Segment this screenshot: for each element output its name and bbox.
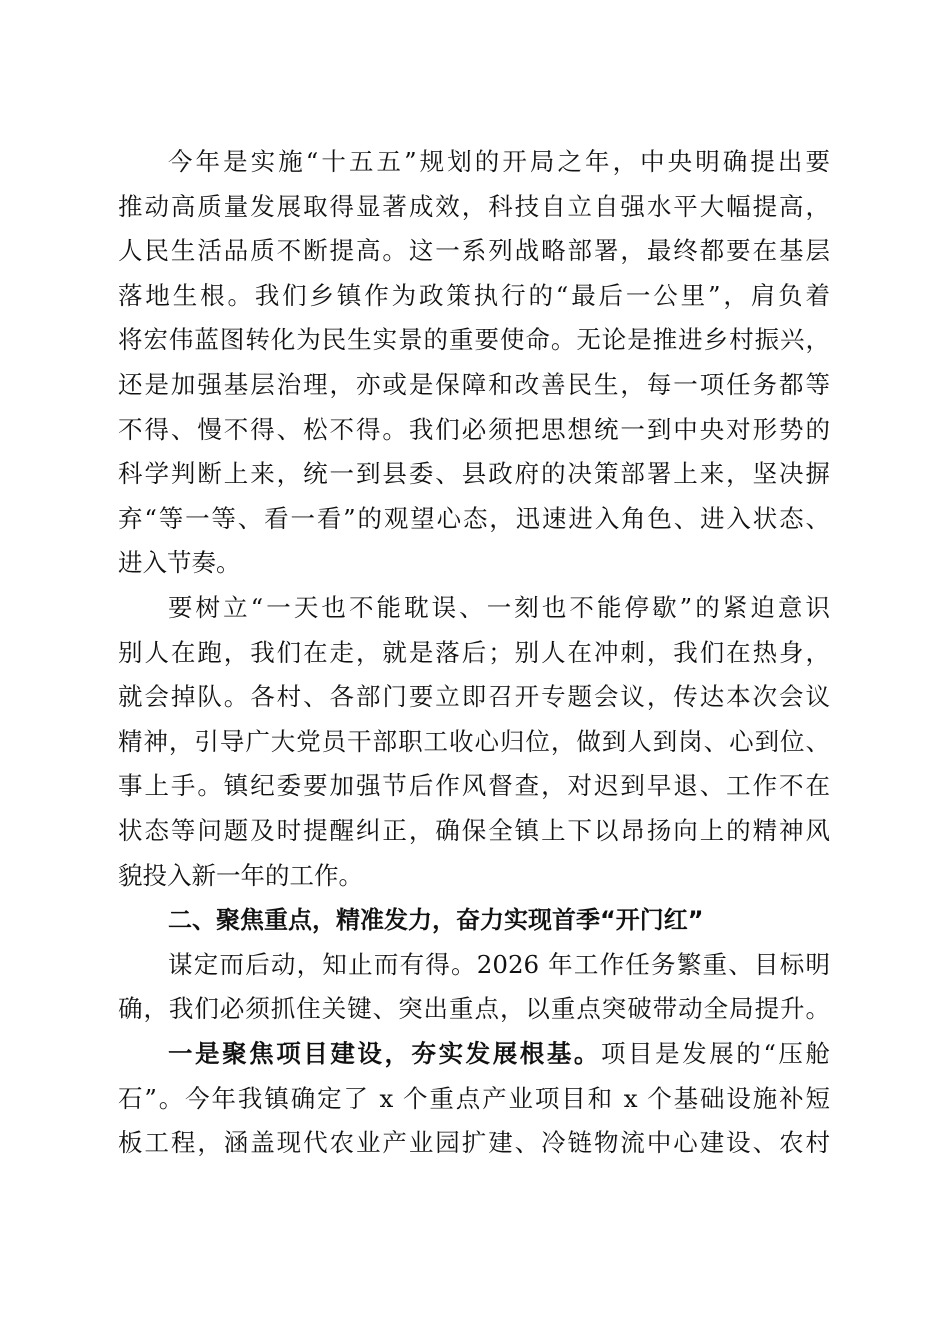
text-segment: 科学判断上来，统一到县委、县政府的决策部署上来，坚决摒 [118,459,830,489]
text-line [118,722,830,762]
text-line [118,320,830,360]
text-segment: 人民生活品质不断提高。这一系列战略部署，最终都要在基层 [118,236,830,266]
text-line [118,142,830,182]
text-segment: 要树立“一天也不能耽误、一刻也不能停歇”的紧迫意识 [168,593,830,622]
text-segment: 貌投入新一年的工作。 [118,860,363,890]
section-heading [118,900,830,940]
bold-text: 二、聚焦重点，精准发力，奋力实现首季“开门红” [168,906,704,935]
text-line [118,187,830,227]
bold-text: 一是聚焦项目建设，夯实发展根基。 [168,1039,601,1068]
text-segment: 进入节奏。 [118,548,241,578]
text-line [118,677,830,717]
text-line [118,989,830,1029]
text-line [118,410,830,450]
text-segment: 精神，引导广大党员干部职工收心归位，做到人到岗、心到位、 [118,726,830,756]
text-line [118,1123,830,1163]
text-line [118,856,830,896]
text-segment: 还是加强基层治理，亦或是保障和改善民生，每一项任务都等 [118,370,830,399]
text-line [118,1034,830,1074]
text-line [118,588,830,628]
text-segment: 今年是实施“十五五”规划的开局之年，中央明确提出要 [168,147,830,176]
text-line [118,454,830,494]
text-line [118,365,830,405]
text-segment: 项目是发展的“压舱 [600,1039,830,1068]
text-segment: 别人在跑，我们在走，就是落后；别人在冲刺，我们在热身， [118,637,830,667]
text-line [118,276,830,316]
text-line [118,811,830,851]
text-line [118,1079,830,1119]
text-line [118,945,830,985]
text-segment: 事上手。镇纪委要加强节后作风督查，对迟到早退、工作不在 [118,771,830,801]
text-line [118,766,830,806]
text-line [118,231,830,271]
text-line [118,543,830,583]
text-segment: 谋定而后动，知止而有得。2026 年工作任务繁重、目标明 [168,949,830,979]
text-segment: 不得、慢不得、松不得。我们必须把思想统一到中央对形势的 [118,414,830,444]
text-segment: 板工程，涵盖现代农业产业园扩建、冷链物流中心建设、农村 [118,1128,830,1158]
text-segment: 状态等问题及时提醒纠正，确保全镇上下以昂扬向上的精神风 [118,816,830,845]
text-segment: 石”。今年我镇确定了 x 个重点产业项目和 x 个基础设施补短 [118,1083,830,1113]
text-segment: 确，我们必须抓住关键、突出重点，以重点突破带动全局提升。 [118,994,830,1024]
text-segment: 推动高质量发展取得显著成效，科技自立自强水平大幅提高， [118,191,830,221]
text-segment: 弃“等一等、看一看”的观望心态，迅速进入角色、进入状态、 [118,503,830,533]
text-segment: 将宏伟蓝图转化为民生实景的重要使命。无论是推进乡村振兴， [118,325,830,355]
text-segment: 落地生根。我们乡镇作为政策执行的“最后一公里”，肩负着 [118,280,830,310]
text-line [118,499,830,539]
text-segment: 就会掉队。各村、各部门要立即召开专题会议，传达本次会议 [118,682,830,712]
text-line [118,633,830,673]
